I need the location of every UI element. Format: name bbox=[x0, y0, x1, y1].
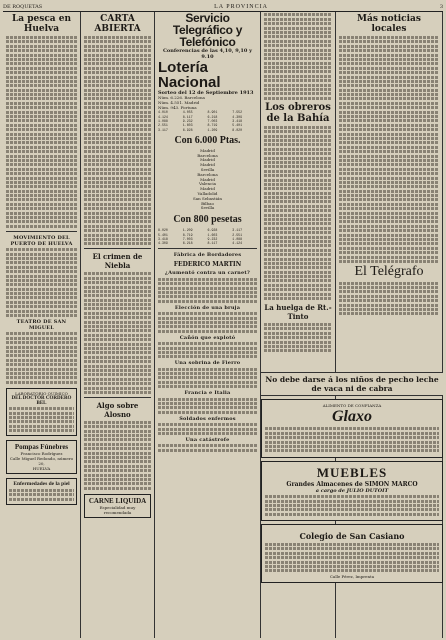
headline-eleccion: Elección de una bruja bbox=[174, 304, 241, 311]
headline-servicio-telegrafico: Servicio Telegráfico y Telefónico bbox=[172, 12, 243, 49]
ad-muebles-title: MUEBLES bbox=[316, 464, 388, 480]
places-list: Madrid Barcelona Madrid Madrid Sevilla Barcelona Madrid Valencia Madrid Valladolid San Sebastián Bilbao Sevilla bbox=[193, 147, 222, 211]
article-text-teatro bbox=[6, 332, 77, 383]
headline-leche: No debe darse á los niños de pecho leche de vaca ni de cabra bbox=[261, 372, 443, 396]
headline-canon: Cañón que explotó bbox=[179, 334, 236, 341]
ad-pompas-address: Calle Miguel Redondo, número 20, bbox=[9, 456, 74, 467]
ad-colegio-title: Colegio de San Casiano bbox=[299, 531, 405, 542]
article-text-noticias bbox=[339, 36, 439, 263]
prize-1: Núm. 6.226. Barcelona bbox=[158, 95, 205, 100]
headline-crimen-niebla: El crimen de Niebla bbox=[92, 252, 143, 271]
prize-3: Núm. 943. Fortuna bbox=[158, 104, 197, 110]
article-text-puerto bbox=[6, 248, 77, 317]
ad-enfermedades-title: Enfermedades de la piel bbox=[13, 481, 70, 488]
headline-noticias-locales: Más noticias locales bbox=[357, 14, 421, 34]
ad-pompas-city: HUELVA bbox=[32, 466, 51, 472]
headline-el-telegrafo: El Telégrafo bbox=[354, 264, 424, 280]
headline-federico-martin: FEDERICO MARTIN bbox=[173, 261, 242, 269]
ad-muebles bbox=[261, 461, 443, 521]
subheadline-conferencias: Conferencias de las 4,10, 9,10 y 9.10 bbox=[162, 48, 253, 60]
ad-muebles-almacenes: Grandes Almacenes de SIMON MARCO bbox=[286, 480, 418, 488]
headline-teatro: TEATRO DE SAN MIGUEL bbox=[16, 319, 67, 332]
ad-enfermedades bbox=[6, 478, 77, 505]
ad-laboratorio-name: DEL DOCTOR CORDERO BEL bbox=[11, 395, 72, 406]
number-grid-1: 4.010 4.055 8.901 7.552 4.124 8.117 6.218 4.309 1.088 9.232 7.003 3.418 2.551 1.603 8.719 5.401 3.117 6.928 1.209 8.020 bbox=[158, 110, 243, 132]
headline-carta-abierta: CARTA ABIERTA bbox=[94, 14, 141, 34]
ad-glaxo-sub: ALIMENTO DE CONFIANZA bbox=[322, 403, 382, 408]
price-800: Con 800 pesetas bbox=[173, 214, 242, 226]
article-text-pesca bbox=[6, 36, 77, 228]
article-text-alosno bbox=[84, 421, 151, 490]
headline-catastrofe: Una catástrofe bbox=[185, 436, 230, 443]
ad-carne-sub: Especialidad muy recomendada bbox=[99, 504, 136, 515]
number-grid-2: 8.020 1.209 6.928 3.117 5.401 8.719 1.603 2.551 3.418 7.003 9.232 1.088 4.309 6.218 8.117 4.124 bbox=[158, 228, 243, 246]
headline-sobrina: Una sobrina de Fierro bbox=[174, 360, 241, 367]
article-text-carta bbox=[84, 36, 151, 245]
wide-ad-area bbox=[261, 372, 443, 583]
article-text-col4-top bbox=[264, 13, 332, 99]
masthead bbox=[3, 3, 443, 12]
headline-pesca: La pesca en Huelva bbox=[11, 14, 72, 34]
headline-aumento: ¿Aumentó contra un carnet? bbox=[164, 270, 251, 277]
column-3 bbox=[155, 12, 261, 638]
loteria-sorteo: Sorteo del 12 de Septiembre 1913 bbox=[158, 90, 254, 96]
prize-2: Núm. 4.551. Madrid bbox=[158, 99, 200, 105]
headline-fabrica: Fábrica de Bordadores bbox=[173, 252, 242, 259]
column-2 bbox=[81, 12, 155, 638]
headline-obreros-bahia: Los obreros de la Bahía bbox=[265, 101, 331, 124]
ad-pompas-title: Pompas Fúnebres bbox=[14, 443, 69, 452]
ad-pompas-sub: Francisco Rodríguez bbox=[20, 451, 63, 457]
masthead-left: DE ROQUETAS bbox=[3, 4, 43, 10]
headline-soldados: Soldados enfermos bbox=[179, 415, 236, 422]
ad-glaxo-logo: Glaxo bbox=[332, 408, 372, 425]
price-6000: Con 6.000 Ptas. bbox=[174, 134, 241, 146]
ad-laboratorio-title: LABORATORIO QUIMICO bbox=[15, 390, 68, 396]
ad-glaxo bbox=[261, 399, 443, 458]
headline-movimiento: MOVIMIENTO DEL PUERTO DE HUELVA bbox=[10, 234, 73, 247]
ad-pompas-funebres bbox=[6, 440, 77, 474]
headline-alosno: Algo sobre Alosno bbox=[96, 400, 139, 419]
ad-colegio bbox=[261, 524, 443, 583]
masthead-page-number: 3 bbox=[439, 4, 443, 10]
masthead-title: LA PROVINCIA bbox=[214, 4, 268, 10]
headline-loteria: Lotería Nacional bbox=[158, 59, 221, 91]
ad-laboratorio bbox=[6, 388, 77, 437]
article-text-obreros bbox=[264, 126, 332, 300]
ad-carne-title: CARNE LIQUIDA bbox=[88, 496, 147, 505]
loteria-prizes bbox=[158, 96, 257, 110]
headline-huelga-rio-tinto: La huelga de Rt.-Tinto bbox=[264, 303, 332, 322]
article-text-crimen bbox=[84, 272, 151, 394]
ad-muebles-cargo: a cargo de JULIO DUTOIT bbox=[315, 487, 389, 494]
headline-francia-italia: Francia e Italia bbox=[184, 390, 231, 397]
column-1 bbox=[3, 12, 81, 638]
ad-colegio-footer: Calle Pérez, Imprenta bbox=[329, 573, 375, 579]
ad-carne-liquida bbox=[84, 494, 151, 518]
